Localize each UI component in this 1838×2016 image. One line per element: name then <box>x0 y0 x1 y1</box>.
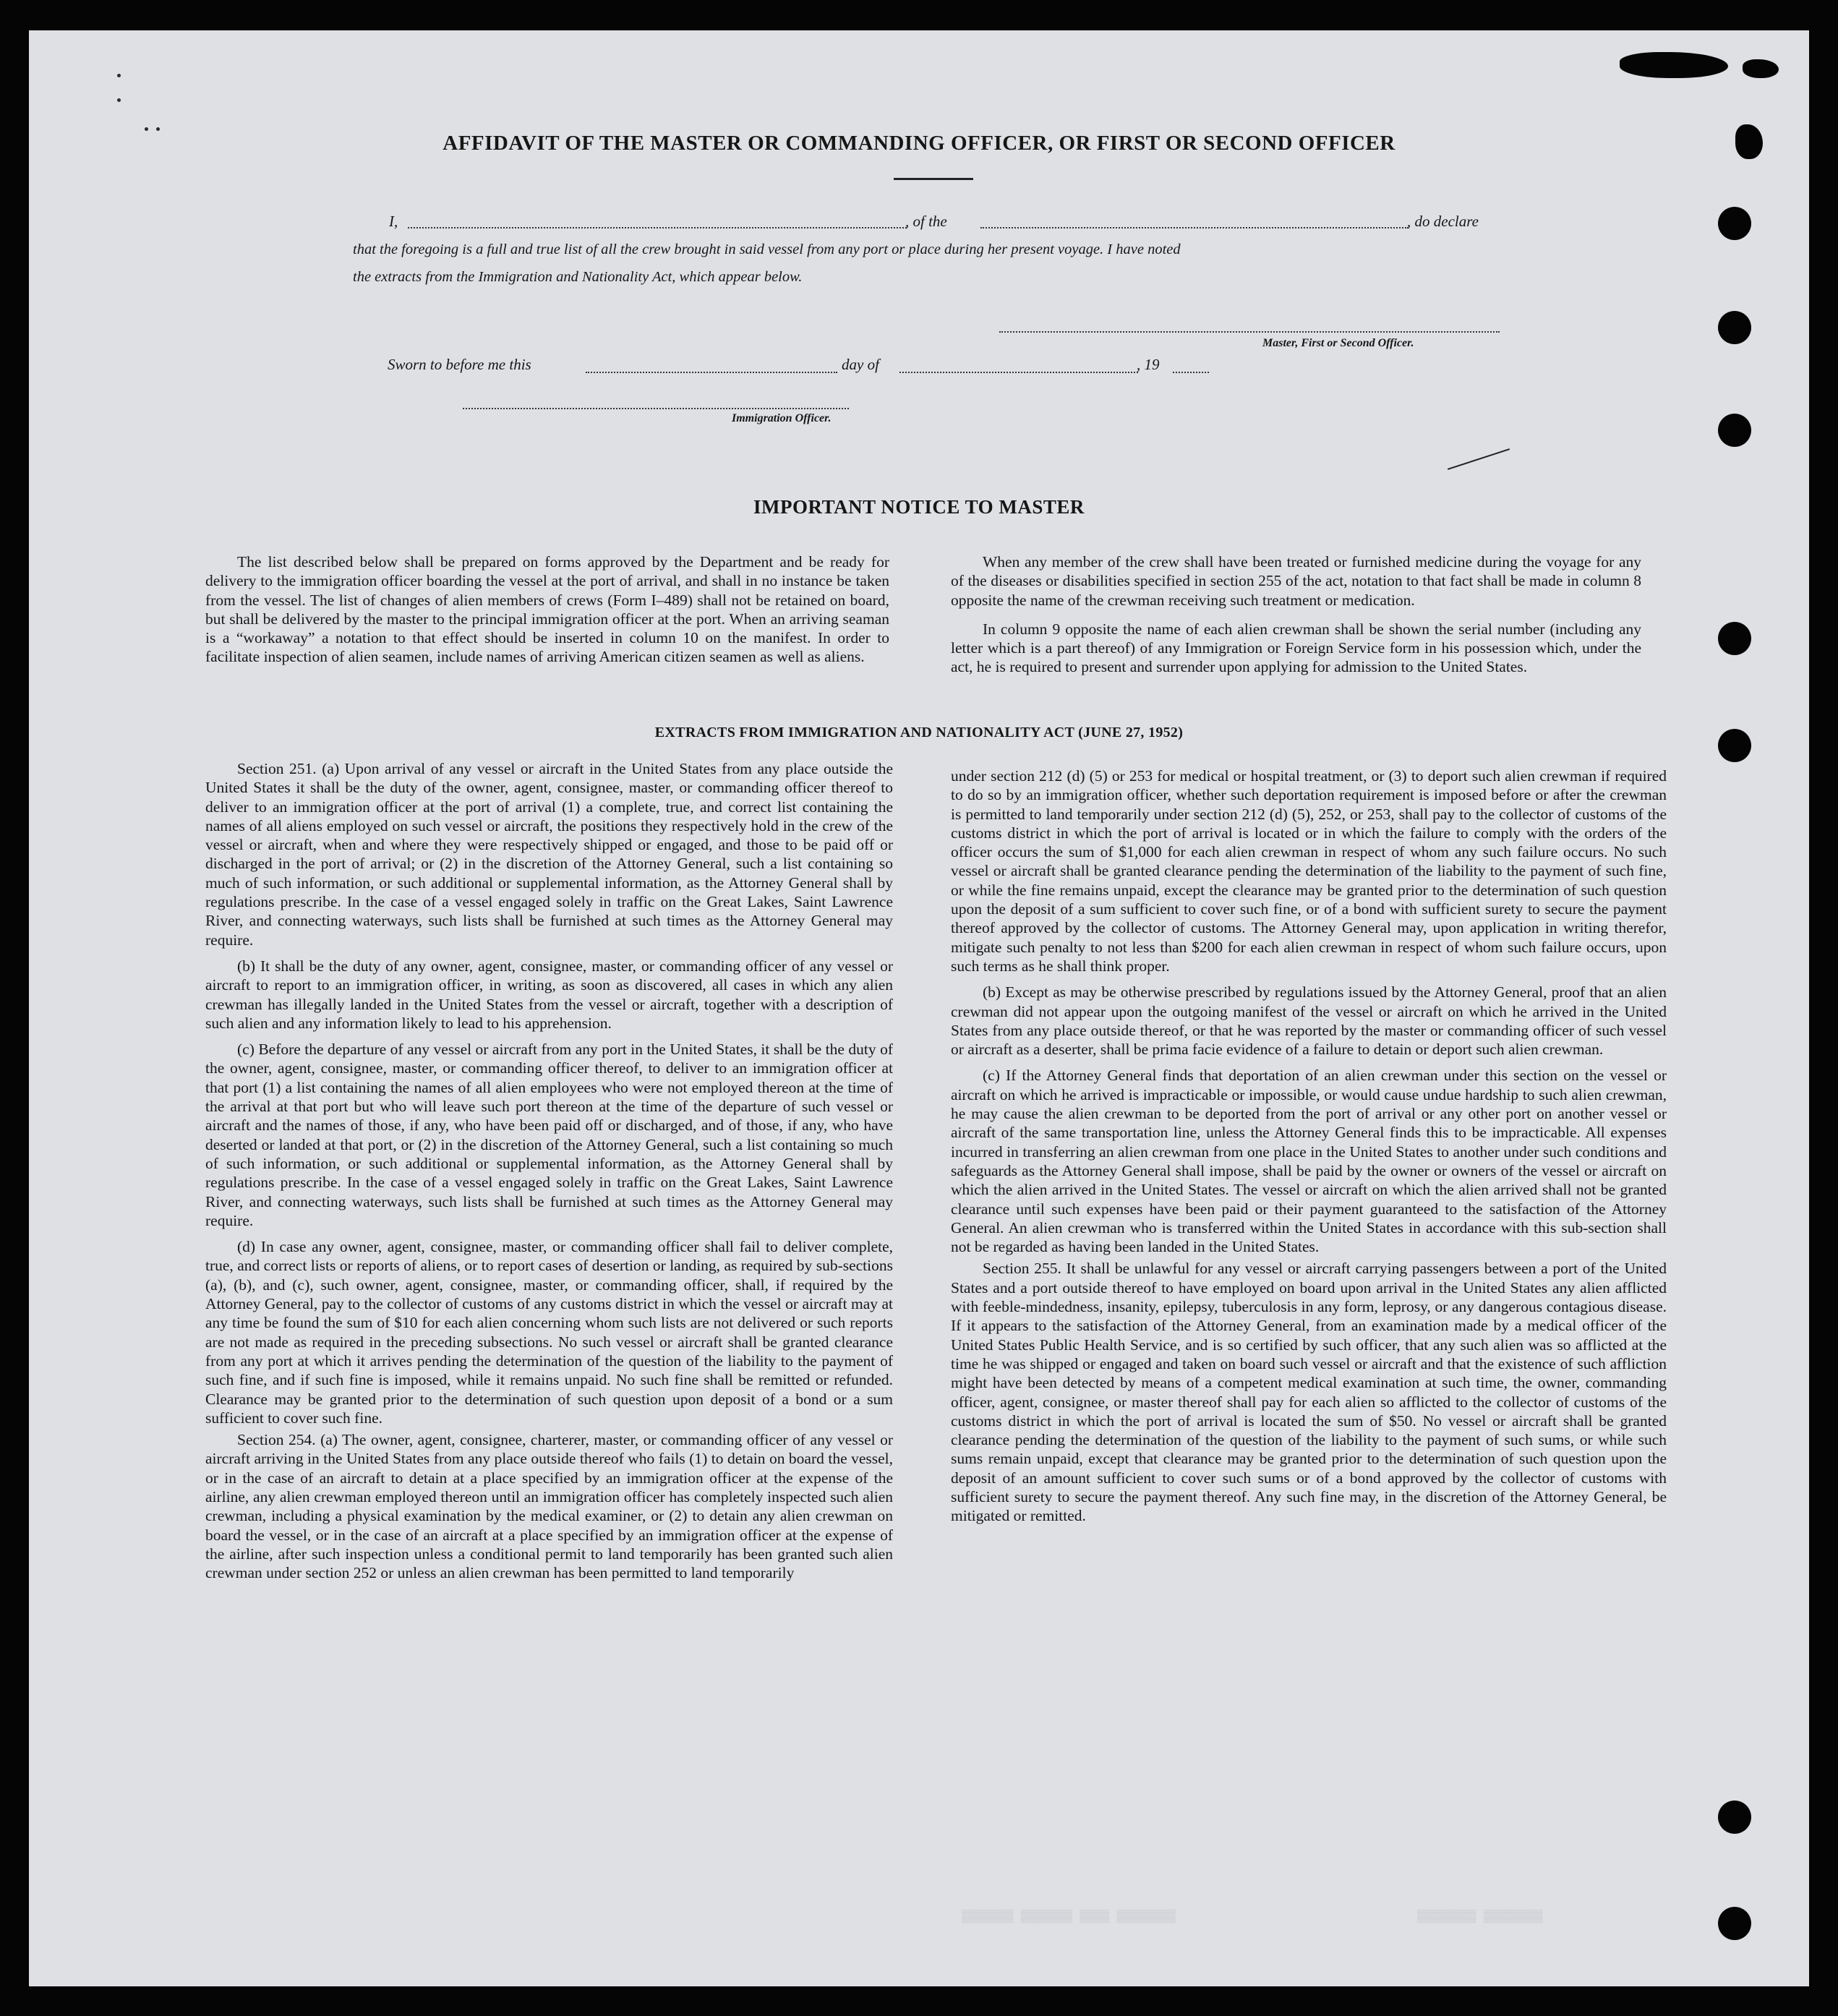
extract-paragraph: Section 251. (a) Upon arrival of any vessel or aircraft in the United States from any place outside the United States it shall be the duty of the owner, agent, consignee, master, or commanding officer thereof to deliver to an immigration officer at the port of arrival (1) a complete, true, and correct list containing the names of all aliens employed on such vessel or aircraft, the positions they respectively hold in the crew of the vessel or aircraft, when and where they were respectively shipped or engaged, and those to be paid off or discharged in the port of arrival; or (2) in the discretion of the Attorney General, such a list containing so much of such information, or such additional or supplemental information, as the Attorney General shall by regulations prescribe. In the case of a vessel engaged solely in traffic on the Great Lakes, Saint Lawrence River, and connecting waterways, such lists shall be furnished at such times as the Attorney General may require. <box>205 760 893 949</box>
extract-paragraph: under section 212 (d) (5) or 253 for medical or hospital treatment, or (3) to deport such alien crewman if required to do so by an immigration officer, whether such deportation requirement is imposed before or after the crewman is permitted to land temporarily under section 212 (d) (5), 252, or 253, shall pay to the collector of customs of the customs district in which the port of arrival is located or in which the failure to comply with the orders of the officer occurs the sum of $1,000 for each alien crewman in respect of whom any such failure occurs. No such vessel or aircraft shall be granted clearance pending the determination of the liability to the payment of such fine, or while the fine remains unpaid, except the clearance may be granted prior to the determination of such question upon the deposit of a sum sufficient to cover such fine, or of a bond with sufficient surety to secure the payment thereof approved by the collector of customs. The Attorney General may, upon application in writing therefor, mitigate such penalty to not less than $200 for each alien crewman in respect of whom such failure occurs, upon such terms as he shall think proper. <box>951 767 1667 975</box>
punch-hole <box>1718 207 1751 240</box>
sworn-day-field[interactable] <box>586 372 837 373</box>
extract-paragraph: (c) Before the departure of any vessel or aircraft from any port in the United States, it shall be the duty of the owner, agent, consignee, master, or commanding officer thereof, to deliver to an immigration officer at that port (1) a list containing the names of all alien employees who were not employed thereon at the time of the arrival at that port but who will leave such port thereon at the time of the departure of such vessel or aircraft and the names of those, if any, who have been paid off or discharged, and of those, if any, who have deserted or landed at that port, or (2) in the discretion of the Attorney General, such a list containing so much of such information, or such additional or supplemental information, as the Attorney General shall by regulations prescribe. In the case of a vessel engaged solely in traffic on the Great Lakes, Saint Lawrence River, and connecting waterways, such lists shall be furnished at such times as the Attorney General may require. <box>205 1041 893 1229</box>
vessel-field[interactable] <box>980 227 1409 228</box>
notice-paragraph: In column 9 opposite the name of each alien crewman shall be shown the serial number (including any letter which is a part thereof) of any Immigration or Foreign Service form in his possession which, under the act, he is required to present and surrender upon applying for admission to the United States. <box>951 620 1641 676</box>
notice-heading: IMPORTANT NOTICE TO MASTER <box>753 496 1085 518</box>
sworn-year-field[interactable] <box>1173 372 1209 373</box>
affidavit-title: AFFIDAVIT OF THE MASTER OR COMMANDING OFFICER, OR FIRST OR SECOND OFFICER <box>443 132 1395 155</box>
extract-paragraph: (b) It shall be the duty of any owner, agent, consignee, master, or commanding officer of any vessel or aircraft to report to an immigration officer, in writing, as soon as discovered, all cases in which any alien crewman has illegally landed in the United States from the vessel or aircraft, together with a description of such alien and any information likely to lead to his apprehension. <box>205 957 893 1032</box>
sworn-year-prefix: , 19 <box>1137 356 1160 373</box>
extracts-heading: EXTRACTS FROM IMMIGRATION AND NATIONALITY ACT (JUNE 27, 1952) <box>654 725 1184 740</box>
master-signature-caption: Master, First or Second Officer. <box>1262 337 1414 349</box>
extract-paragraph: (c) If the Attorney General finds that deportation of an alien crewman under this section on the vessel or aircraft on which he arrived is impracticable or impossible, or would cause undue hardship to such alien crewman, he may cause the alien crewman to be deported from the port of arrival or any other port on another vessel or aircraft of the same transportation line, unless the Attorney General finds this to be impracticable. All expenses incurred in transferring an alien crewman from one place in the United States to another under such conditions and safeguards as the Attorney General shall impose, shall be paid by the owner or owners of the vessel or aircraft on which the alien arrived in the United States. The vessel or aircraft on which the alien arrived shall not be granted clearance until such expenses have been paid or their payment guaranteed to the satisfaction of the Attorney General. An alien crewman who is transferred within the United States in accordance with this sub-section shall not be regarded as having been landed in the United States. <box>951 1067 1667 1256</box>
notice-left-column <box>205 552 889 667</box>
punch-hole <box>1718 622 1751 655</box>
declaration-of-the: , of the <box>905 213 947 230</box>
bleed-through-marks: ▒▒▒▒▒▒▒ ▒▒▒▒▒▒▒ ▒▒▒▒ ▒▒▒▒▒▒▒▒ <box>962 1910 1176 1924</box>
sworn-month-field[interactable] <box>899 372 1138 373</box>
extract-paragraph: Section 255. It shall be unlawful for any vessel or aircraft carrying passengers between a port of the United States and a port outside thereof to have employed on board upon arrival in the United States any alien afflicted with feeble-mindedness, insanity, epilepsy, tuberculosis in any form, leprosy, or any dangerous contagious disease. If it appears to the satisfaction of the Attorney General, from an examination made by a medical officer of the United States Public Health Service, and is so certified by such officer, that any such alien was so afflicted at the time he was shipped or engaged and taken on board such vessel or aircraft and that the existence of such affliction might have been detected by means of a competent medical examination at such time, the owner, commanding officer, agent, consignee, or master thereof shall pay for each alien so afflicted to the collector of customs of the customs district in which the port of arrival is located the sum of $50. No vessel or aircraft shall be granted clearance pending the determination of the question of the liability to the payment of such sums, or while such sums remain unpaid, except that clearance may be granted prior to the determination of such question upon the deposit of an amount sufficient to cover such sums or of a bond approved by the collector of customs with sufficient surety to secure the payment thereof. Any such fine may, in the discretion of the Attorney General, be mitigated or remitted. <box>951 1260 1667 1525</box>
scan-speck <box>117 74 121 77</box>
declaration-do-declare: , do declare <box>1407 213 1479 230</box>
bleed-through-marks: ▒▒▒▒▒▒▒▒ ▒▒▒▒▒▒▒▒ <box>1417 1910 1543 1924</box>
punch-hole <box>1718 414 1751 447</box>
extracts-right-column <box>951 766 1667 1526</box>
master-signature-field[interactable] <box>999 331 1500 333</box>
title-rule <box>894 178 973 180</box>
declaration-line-3: the extracts from the Immigration and Nationality Act, which appear below. <box>353 269 803 285</box>
declaration-i-label: I, <box>389 213 398 230</box>
torn-corner-mark <box>1743 59 1779 78</box>
officer-signature-caption: Immigration Officer. <box>732 412 832 424</box>
torn-corner-mark <box>1620 52 1728 78</box>
notice-paragraph: When any member of the crew shall have been treated or furnished medicine during the voyage for any of the diseases or disabilities specified in section 255 of the act, notation to that fact shall be made in column 8 opposite the name of the crewman receiving such treatment or medication. <box>951 553 1641 609</box>
scan-speck <box>145 127 148 131</box>
punch-hole <box>1718 1801 1751 1834</box>
sworn-day-of: day of <box>842 356 879 373</box>
pen-stroke <box>1448 448 1510 470</box>
punch-hole <box>1718 1907 1751 1940</box>
name-field[interactable] <box>408 227 907 228</box>
extracts-left-column <box>205 759 893 1582</box>
extract-paragraph: (b) Except as may be otherwise prescribed by regulations issued by the Attorney General, proof that an alien crewman did not appear upon the outgoing manifest of the vessel or aircraft on which he arrived in the United States from any place outside thereof, or that he was reported by the master or commanding officer of such vessel or aircraft as a deserter, shall be prima facie evidence of a failure to detain or deport such alien crewman. <box>951 983 1667 1059</box>
punch-hole <box>1718 311 1751 344</box>
notice-paragraph: The list described below shall be prepared on forms approved by the Department and be ready for delivery to the immigration officer boarding the vessel at the port of arrival, and shall in no instance be taken from the vessel. The list of changes of alien members of crews (Form I–489) shall not be retained on board, but shall be delivered by the master to the principal immigration officer at the port. When an arriving seaman is a “workaway” a notation to that effect should be inserted in column 10 on the manifest. In order to facilitate inspection of alien seamen, include names of arriving American citizen seamen as well as aliens. <box>205 553 889 666</box>
officer-signature-field[interactable] <box>463 408 849 409</box>
declaration-line-2: that the foregoing is a full and true list of all the crew brought in said vessel from any port or place during her present voyage. I have noted <box>353 242 1181 257</box>
extract-paragraph: (d) In case any owner, agent, consignee, master, or commanding officer shall fail to deliver complete, true, and correct lists or reports of aliens, or to report cases of desertion or landing, as required by sub-sections (a), (b), and (c), such owner, agent, consignee, master, or commanding officer, shall, if required by the Attorney General, pay to the collector of customs of any customs district in which the vessel or aircraft may at any time be found the sum of $10 for each alien concerning whom such lists are not delivered or such reports are not made as required in the preceding subsections. No such vessel or aircraft shall be granted clearance from any port at which it arrives pending the determination of the question of the liability to the payment of such fine, and if such fine is imposed, while it remains unpaid. No such fine shall be remitted or refunded. Clearance may be granted prior to the determination of such question upon deposit of a bond or a sum sufficient to cover such fine. <box>205 1238 893 1427</box>
notice-right-column <box>951 552 1641 677</box>
sworn-prefix: Sworn to before me this <box>388 356 531 373</box>
extract-paragraph: Section 254. (a) The owner, agent, consignee, charterer, master, or commanding officer of any vessel or aircraft arriving in the United States from any place outside thereof who fails (1) to detain on board the vessel, or in the case of an aircraft to detain at a place specified by an immigration officer at the expense of the airline, any alien crewman employed thereon until an immigration officer has completely inspected such alien crewman, including a physical examination by the medical examiner, or (2) to detain any alien crewman on board the vessel, or in the case of an aircraft at a place specified by an immigration officer at the expense of the airline, after such inspection unless a conditional permit to land temporarily has been granted such alien crewman under section 252 or unless an alien crewman has been permitted to land temporarily <box>205 1431 893 1582</box>
scan-speck <box>117 98 121 102</box>
document-page <box>29 30 1809 1986</box>
scan-speck <box>156 127 160 131</box>
